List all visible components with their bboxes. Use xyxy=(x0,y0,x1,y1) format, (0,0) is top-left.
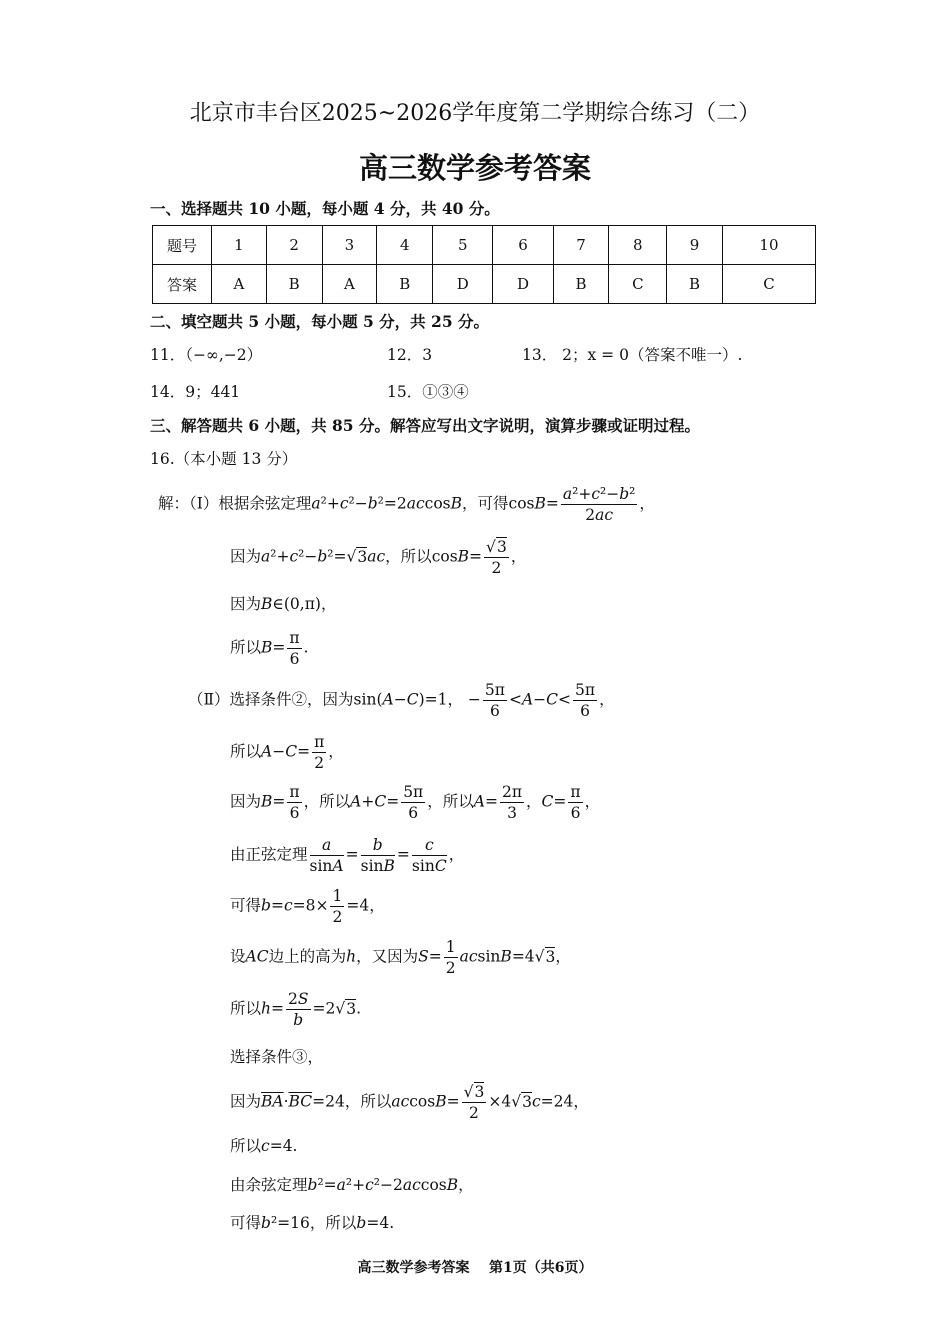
page-footer: 高三数学参考答案 第1页（共6页） xyxy=(357,1260,593,1276)
table-cell: 2 xyxy=(266,226,322,265)
answer-q13: 13． 2；x = 0（答案不唯一）. xyxy=(522,346,743,364)
solution-line: 由余弦定理b²=a²+c²−2accosB， xyxy=(230,1176,474,1194)
table-cell: 7 xyxy=(553,226,609,265)
table-cell: 4 xyxy=(377,226,433,265)
table-cell-label: 题号 xyxy=(153,226,212,265)
section-1-heading: 一、选择题共 10 小题，每小题 4 分，共 40 分。 xyxy=(150,199,500,218)
solution-line: （Ⅱ）选择条件②，因为sin(A−C)=1， − $\frac{5\pi}{6}$ <A−C< $\frac{5\pi}{6}$ ， xyxy=(188,681,615,720)
table-cell: 1 xyxy=(212,226,267,265)
solution-line: 因为B= $\frac{\pi}{6}$ ，所以A+C= $\frac{5\pi}{6}$ ，所以A= $\frac{2\pi}{3}$ ，C= $\frac{\pi}{6}$ ， xyxy=(230,783,601,822)
document-title: 北京市丰台区2025~2026学年度第二学期综合练习（二） xyxy=(189,101,761,126)
table-cell: 5 xyxy=(433,226,493,265)
table-cell: C xyxy=(722,265,815,304)
answer-table xyxy=(152,225,816,304)
solution-line: 选择条件③， xyxy=(230,1048,324,1066)
table-row-numbers xyxy=(153,226,816,265)
solution-line: 解：（Ⅰ）根据余弦定理a²+c²−b²=2accosB，可得cosB= $\frac{\text{a²+c²−b²}}{2ac}$ ， xyxy=(158,485,655,524)
table-row-answers xyxy=(153,265,816,304)
table-cell-label: 答案 xyxy=(153,265,212,304)
table-cell: 8 xyxy=(609,226,667,265)
document-subtitle: 高三数学参考答案 xyxy=(358,151,591,185)
solution-line: 因为$\overline{BA}\cdot\overline{BC}=24$，所以accosB= $\frac{√3}{2}$ ×4√3c=24， xyxy=(230,1083,589,1122)
table-cell: B xyxy=(377,265,433,304)
answer-q11: 11．（−∞,−2） xyxy=(150,346,263,364)
solution-line: 可得b=c=8× $\frac{1}{2}$ =4， xyxy=(230,887,385,926)
table-cell: B xyxy=(266,265,322,304)
table-cell: B xyxy=(553,265,609,304)
table-cell: 3 xyxy=(322,226,377,265)
section-3-heading: 三、解答题共 6 小题，共 85 分。解答应写出文字说明，演算步骤或证明过程。 xyxy=(150,416,700,435)
solution-line: 可得b²=16，所以b=4. xyxy=(230,1214,395,1232)
answer-q15: 15．①③④ xyxy=(387,383,469,401)
question-16-header: 16.（本小题 13 分） xyxy=(150,450,298,468)
answer-q12: 12．3 xyxy=(387,346,433,364)
solution-line: 所以B= $\frac{\pi}{6}$ . xyxy=(230,629,309,668)
solution-line: 设AC边上的高为h，又因为S= $\frac{1}{2}$ acsinB=4√3， xyxy=(230,938,571,977)
table-cell: 10 xyxy=(722,226,815,265)
answer-q14: 14．9；441 xyxy=(150,383,241,401)
solution-line: 所以h= $\frac{2S}{b}$ =2√3. xyxy=(230,990,362,1029)
table-cell: 9 xyxy=(667,226,723,265)
solution-line: 所以c=4. xyxy=(230,1137,298,1155)
table-cell: A xyxy=(322,265,377,304)
section-2-heading: 二、填空题共 5 小题，每小题 5 分，共 25 分。 xyxy=(150,312,490,331)
solution-line: 由正弦定理 $\frac{a}{\sin A}$ = $\frac{b}{\sin B}$ = $\frac{c}{\sin C}$ ， xyxy=(230,836,465,875)
solution-line: 所以A−C= $\frac{\pi}{2}$ ， xyxy=(230,733,344,772)
table-cell: C xyxy=(609,265,667,304)
table-cell: A xyxy=(212,265,267,304)
table-cell: 6 xyxy=(493,226,553,265)
solution-line: 因为B∈(0,π)， xyxy=(230,595,337,613)
table-cell: D xyxy=(433,265,493,304)
table-cell: D xyxy=(493,265,553,304)
solution-line: 因为a²+c²−b²=√3ac，所以cosB= $\frac{√3}{2}$ ， xyxy=(230,538,527,577)
table-cell: B xyxy=(667,265,723,304)
